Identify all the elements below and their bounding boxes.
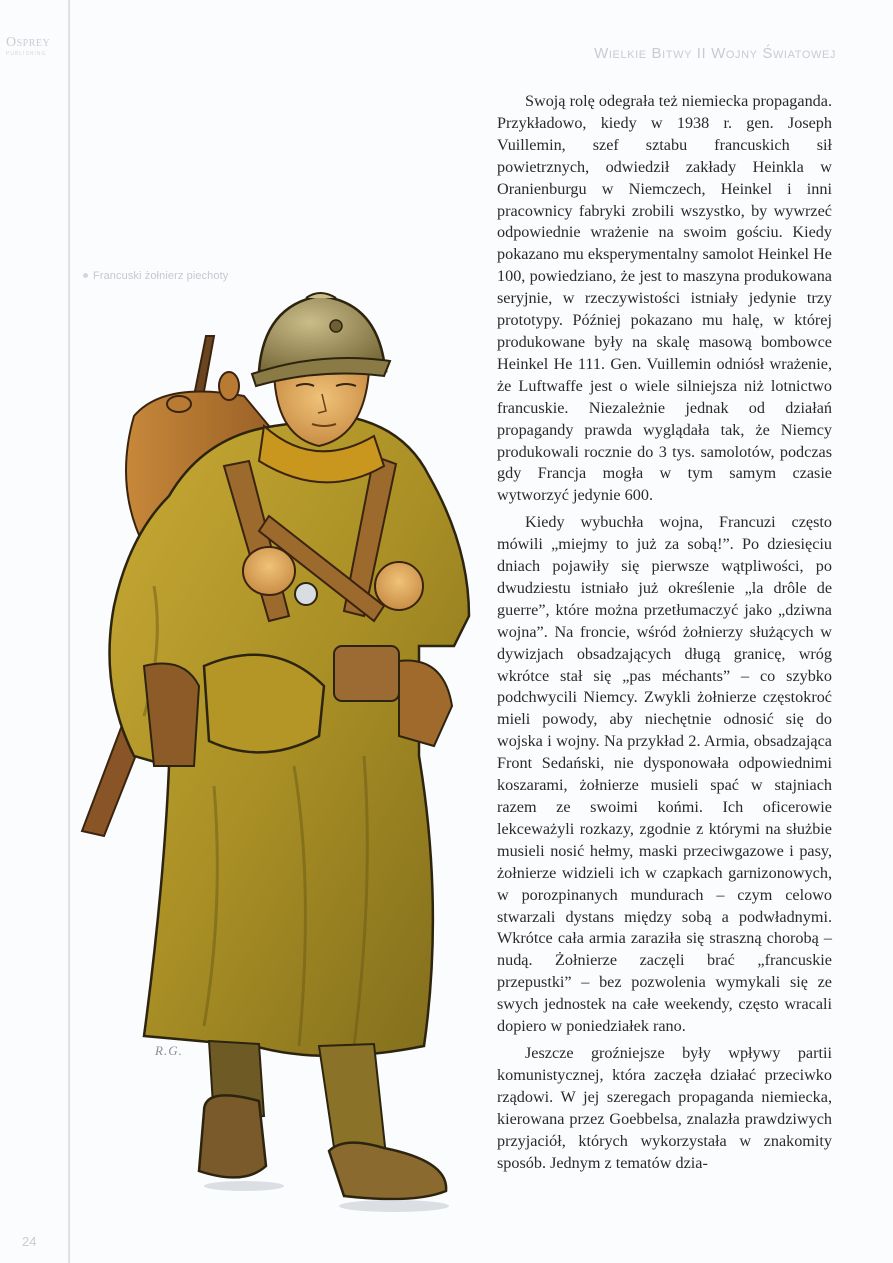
left-boot	[199, 1095, 266, 1177]
left-hand	[243, 547, 295, 595]
body-text-column	[497, 91, 832, 1174]
caption-bullet-icon	[83, 273, 88, 278]
artist-signature: R.G.	[155, 1043, 183, 1058]
publisher-name: Osprey	[6, 35, 51, 50]
publisher-sub: PUBLISHING	[6, 51, 47, 57]
ammo-pouch	[334, 646, 399, 701]
paragraph: Kiedy wybuchła wojna, Francuzi często mówili „miejmy to już za sobą!”. Po dziesięciu dniach pojawiły się pierwsze wątpliwości, po dwudziestu istniało już określenie „la drôle de guerre”, które można przetłumaczyć jako „dziwna wojna”. Na froncie, wśród żołnierzy służących w dywizjach obsadzających długą granicę, wróg wkrótce stał się „pas méchants” – co szybko podchwycili Niemcy. Zwykli żołnierze częstokroć mieli powody, aby niechętnie odnosić się do wojska i wojny. Na przykład 2. Armia, obsadzająca Front Sedański, nie dysponowała odpowiednimi koszarami, żołnierze musieli spać w stajniach razem ze swoimi końmi. Ich oficerowie lekceważyli rozkazy, zgodnie z którymi na służbie musieli nosić hełmy, maski przeciwgazowe i pasy, żołnierze widzieli ich w czapkach garnizonowych, w porozpinanych mundurach – czym celowo stwarzali dystans między sobą a podwładnymi. Wkrótce cała armia zaraziła się straszną chorobą – nudą. Żołnierze zaczęli brać „francuskie przepustki” – bez pozwolenia wymykali się ze swych jednostek na całe weekendy, często wracali dopiero w poniedziałek rano.	[497, 513, 832, 1036]
running-head: Wielkie Bitwy II Wojny Światowej	[594, 45, 836, 62]
paragraph: Jeszcze groźniejsze były wpływy partii komunistycznej, która zaczęła działać przeciwko rządowi. W jej szeregach propaganda niemiecka, kierowana przez Goebbelsa, znalazła prawdziwych przyjaciół, których wykorzystała w znakomity sposób. Jednym z tematów dzia-	[497, 1043, 832, 1172]
paragraph: Swoją rolę odegrała też niemiecka propaganda. Przykładowo, kiedy w 1938 r. gen. Joseph Vuillemin, szef sztabu francuskich sił powietrznych, odwiedził zakłady Heinkla w Oranienburgu w Niemczech, Heinkel i inni pracownicy fabryki zrobili wszystko, by wywrzeć odpowiednie wrażenie na swoim gościu. Kiedy pokazano mu eksperymentalny samolot Heinkel He 100, powiedziano, że jest to maszyna produkowana seryjnie, w rzeczywistości istniały jedynie trzy prototypy. Później pokazano mu halę, w której produkowane były na skalę masową bombowce Heinkel He 111. Gen. Vuillemin odniósł wrażenie, że Luftwaffe jest o wiele silniejsza niż lotnictwo francuskie. Niezależnie jednak od działań propagandy prawda wyglądała tak, że Niemcy produkowali rocznie do 3 tys. samolotów, podczas gdy Francja mogła w tym samym czasie wytworzyć jedynie 600.	[497, 92, 832, 505]
right-boot	[329, 1143, 446, 1199]
right-hand	[375, 562, 423, 610]
figure-caption	[83, 270, 228, 282]
figure-caption-text: Francuski żołnierz piechoty	[93, 270, 229, 282]
page-number: 24	[22, 1234, 37, 1249]
publisher-logo	[6, 36, 66, 58]
gutter-rule	[68, 0, 70, 1263]
soldier-illustration	[74, 286, 484, 1216]
